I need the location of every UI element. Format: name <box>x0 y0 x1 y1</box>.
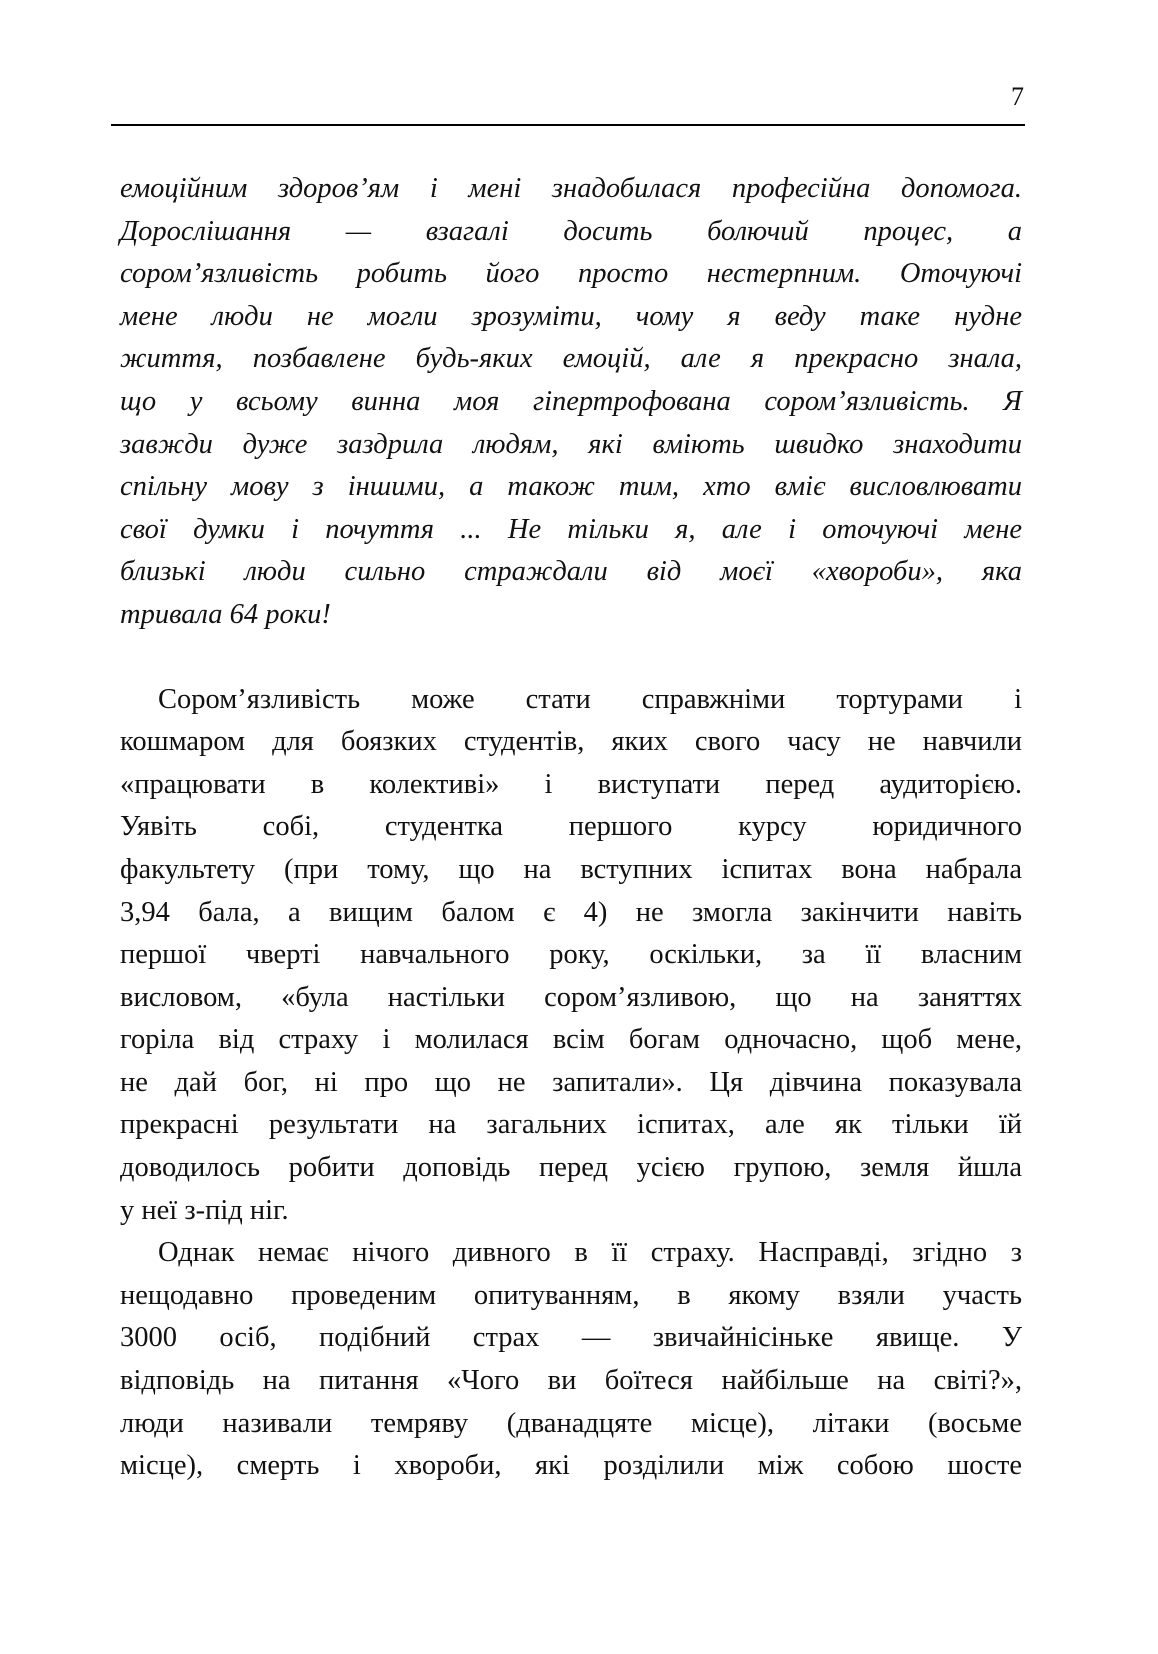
paragraph-line: факультету (при тому, що на вступних іспитах вона набрала <box>120 853 1022 885</box>
paragraph-line: Сором’язливість може стати справжніми тортурами і <box>158 683 1022 715</box>
page-body <box>120 168 1022 1488</box>
quote-line: близькі люди сильно страждали від моєї «хвороби», яка <box>120 556 1022 588</box>
quote-line: свої думки і почуття ... Не тільки я, але і оточуючі мене <box>120 513 1022 545</box>
paragraph-line: «працювати в колективі» і виступати перед аудиторією. <box>120 768 1022 800</box>
quote-line: спільну мову з іншими, а також тим, хто вміє висловлювати <box>120 471 1022 503</box>
paragraph-line: місце), смерть і хвороби, які розділили між собою шосте <box>120 1450 1022 1482</box>
paragraph-line: доводилось робити доповідь перед усією групою, земля йшла <box>120 1152 1022 1184</box>
paragraph-line: нещодавно проведеним опитуванням, в якому взяли участь <box>120 1279 1022 1311</box>
paragraph-2 <box>120 1232 1022 1488</box>
paragraph-line: кошмаром для боязких студентів, яких свого часу не навчили <box>120 726 1022 758</box>
quote-line: завжди дуже заздрила людям, які вміють швидко знаходити <box>120 428 1022 460</box>
paragraph-line: висловом, «була настільки сором’язливою, що на заняттях <box>120 981 1022 1013</box>
quote-line: що у всьому винна моя гіпертрофована сором’язливість. Я <box>120 385 1022 417</box>
paragraph-1 <box>120 679 1022 1233</box>
paragraph-line: горіла від страху і молилася всім богам одночасно, щоб мене, <box>120 1024 1022 1056</box>
paragraph-line: не дай бог, ні про що не запитали». Ця дівчина показувала <box>120 1066 1022 1098</box>
page-number: 7 <box>1011 82 1024 111</box>
paragraph-line: Однак немає нічого дивного в її страху. Насправді, згідно з <box>158 1237 1022 1269</box>
paragraph-line: 3000 осіб, подібний страх — звичайнісінькe явище. У <box>120 1322 1022 1354</box>
quote-block <box>120 168 1022 637</box>
quote-line: емоційним здоров’ям і мені знадобилася професійна допомога. <box>120 173 1022 204</box>
quote-line: сором’язливість робить його просто нестерпним. Оточуючі <box>120 258 1022 290</box>
quote-line: життя, позбавлене будь-яких емоцій, але я прекрасно знала, <box>120 343 1022 375</box>
paragraph-line: Уявіть собі, студентка першого курсу юридичного <box>120 811 1022 843</box>
header-rule <box>111 124 1025 126</box>
paragraph-gap <box>120 637 1022 679</box>
paragraph-line: 3,94 бала, а вищим балом є 4) не змогла закінчити навіть <box>120 896 1022 928</box>
paragraph-line: першої чверті навчального року, оскільки, за її власним <box>120 939 1022 971</box>
paragraph-line: у неї з-під ніг. <box>120 1194 289 1226</box>
paragraph-line: люди називали темряву (дванадцяте місце), літаки (восьме <box>120 1407 1022 1439</box>
quote-line: тривала 64 роки! <box>120 598 331 630</box>
paragraph-line: прекрасні результати на загальних іспитах, але як тільки їй <box>120 1109 1022 1141</box>
quote-line: мене люди не могли зрозуміти, чому я веду таке нудне <box>120 300 1022 332</box>
paragraph-line: відповідь на питання «Чого ви боїтеся найбільше на світі?», <box>120 1365 1022 1397</box>
quote-line: Дорослішання — взагалі досить болючий процес, а <box>120 215 1022 247</box>
